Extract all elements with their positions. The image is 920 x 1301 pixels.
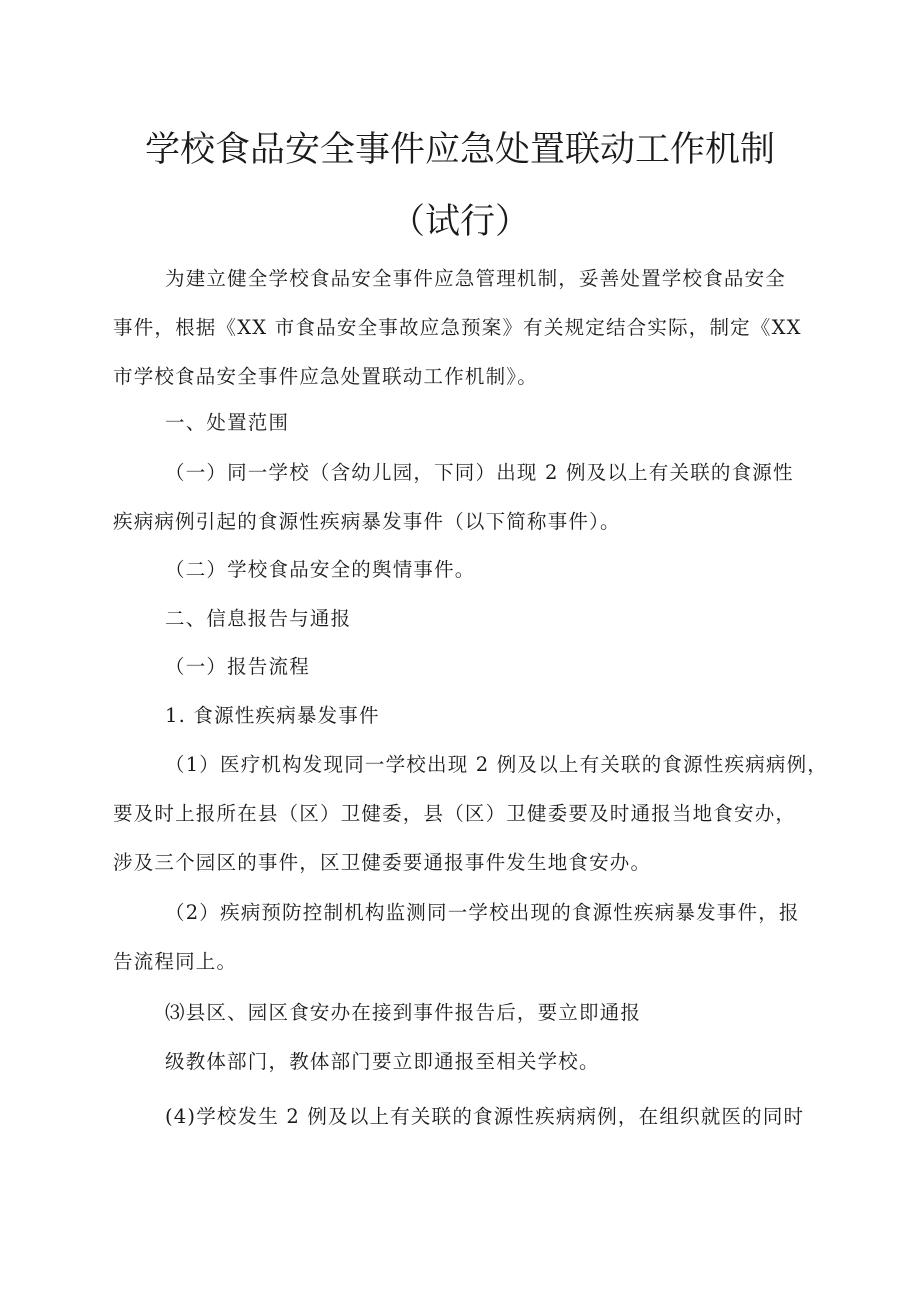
paragraph-1-line3: 涉及三个园区的事件，区卫健委要通报事件发生地食安办。	[113, 851, 652, 874]
intro-paragraph	[165, 254, 786, 303]
paragraph-1	[165, 740, 828, 789]
document-title: 学校食品安全事件应急处置联动工作机制	[144, 130, 775, 170]
section1-item1-line2: 疾病病例引起的食源性疾病暴发事件（以下简称事件）。	[113, 510, 621, 533]
section2-sub1: （一）报告流程	[165, 655, 310, 678]
paragraph-2-line2: 告流程同上。	[113, 950, 238, 973]
paragraph-3: ⑶县区、园区食安办在接到事件报告后，要立即通报	[165, 1001, 642, 1024]
paragraph-2-cont	[113, 937, 237, 986]
section2-point1: 1. 食源性疾病暴发事件	[165, 704, 380, 727]
section1-item1-line1: （一）同一学校（含幼儿园，下同）出现 2 例及以上有关联的食源性	[165, 461, 794, 484]
paragraph-4: (4)学校发生 2 例及以上有关联的食源性疾病病例，在组织就医的同时	[165, 1105, 805, 1128]
intro-paragraph-cont	[113, 303, 802, 401]
section1-item1-cont	[113, 497, 621, 546]
paragraph-1-cont	[113, 789, 796, 887]
paragraph-2-line1: （2）疾病预防控制机构监测同一学校出现的食源性疾病暴发事件，报	[165, 901, 800, 924]
paragraph-1-line2: 要及时上报所在县（区）卫健委，县（区）卫健委要及时通报当地食安办，	[113, 802, 797, 825]
intro-line-2: 事件，根据《XX 市食品安全事故应急预案》有关规定结合实际，制定《XX	[113, 316, 802, 339]
paragraph-3-cont: 级教体部门，教体部门要立即通报至相关学校。	[165, 1050, 600, 1073]
intro-line-1: 为建立健全学校食品安全事件应急管理机制，妥善处置学校食品安全	[165, 267, 787, 290]
document-subtitle: （试行）	[389, 202, 530, 242]
section2-heading: 二、信息报告与通报	[165, 607, 352, 630]
paragraph-2	[165, 888, 800, 937]
section1-heading: 一、处置范围	[165, 411, 290, 434]
paragraph-1-line1: （1）医疗机构发现同一学校出现 2 例及以上有关联的食源性疾病病例，	[165, 753, 829, 776]
section1-item1	[165, 448, 794, 497]
intro-line-3: 市学校食品安全事件应急处置联动工作机制》。	[113, 365, 538, 388]
section1-item2: （二）学校食品安全的舆情事件。	[165, 558, 476, 581]
